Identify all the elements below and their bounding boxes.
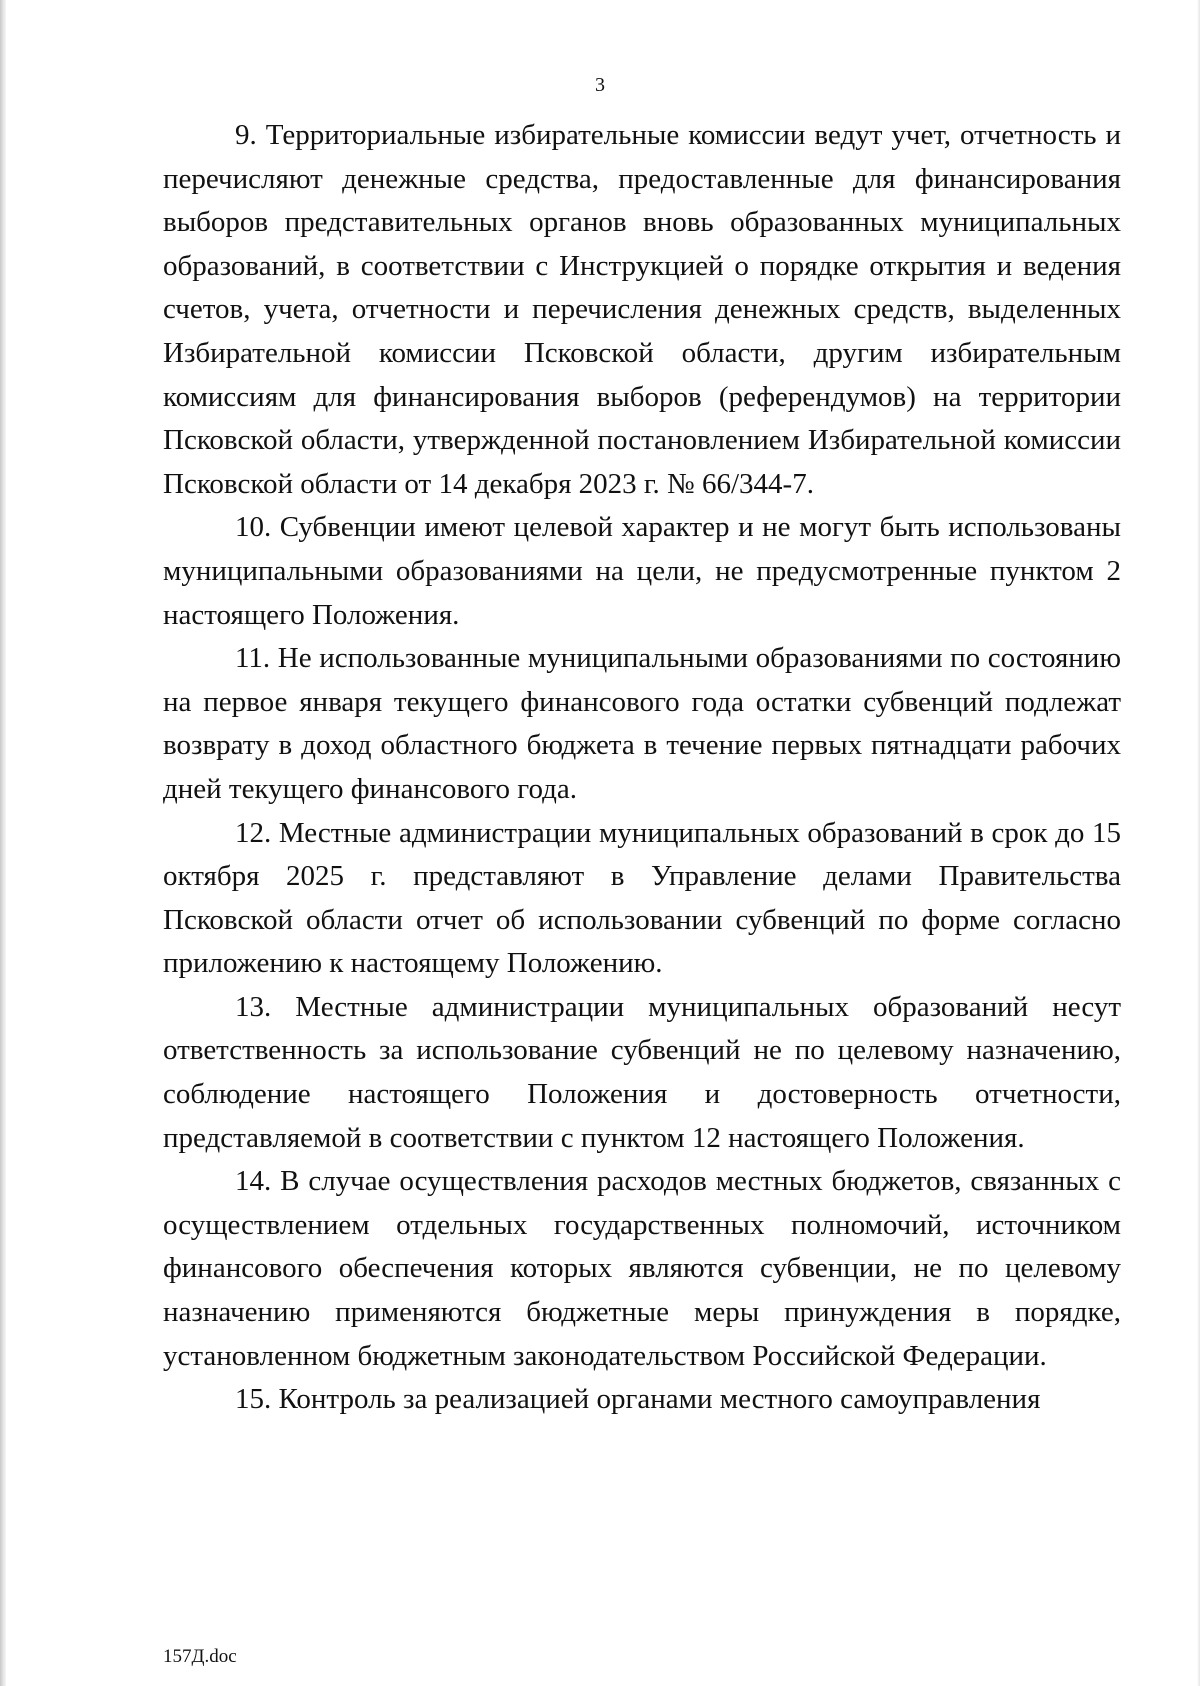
footer-file-name: 157Д.doc	[163, 1646, 237, 1667]
scan-edge-left	[0, 0, 6, 1686]
page-number: 3	[595, 74, 605, 96]
paragraph-13: 13. Местные администрации муниципальных образований несут ответственность за использование субвенций не по целевому назначению, соблюдение настоящего Положения и достоверность отчетности, представляемой в соответствии с пунктом 12 настоящего Положения.	[163, 990, 1121, 1154]
document-body	[163, 114, 1121, 1422]
paragraph-15: 15. Контроль за реализацией органами местного самоуправления	[235, 1383, 1041, 1416]
paragraph-11: 11. Не использованные муниципальными образованиями по состоянию на первое января текущего финансового года остатки субвенций подлежат возврату в доход областного бюджета в течение первых пятнадцати рабочих дней текущего финансового года.	[163, 642, 1121, 805]
paragraph-12: 12. Местные администрации муниципальных образований в срок до 15 октября 2025 г. представляют в Управление делами Правительства Псковской области отчет об использовании субвенций по форме согласно приложению к настоящему Положению.	[163, 816, 1121, 980]
paragraph-9: 9. Территориальные избирательные комиссии ведут учет, отчетность и перечисляют денежные средства, предоставленные для финансирования выборов представительных органов вновь образованных муниципальных образований, в соответствии с Инструкцией о порядке открытия и ведения счетов, учета, отчетности и перечисления денежных средств, выделенных Избирательной комиссии Псковской области, другим избирательным комиссиям для финансирования выборов (референдумов) на территории Псковской области, утвержденной постановлением Избирательной комиссии Псковской области от 14 декабря 2023 г. № 66/344-7.	[163, 119, 1121, 500]
paragraph-14: 14. В случае осуществления расходов местных бюджетов, связанных с осуществлением отдельных государственных полномочий, источником финансового обеспечения которых являются субвенции, не по целевому назначению применяются бюджетные меры принуждения в порядке, установленном бюджетным законодательством Российской Федерации.	[163, 1165, 1121, 1372]
paragraph-10: 10. Субвенции имеют целевой характер и не могут быть использованы муниципальными образованиями на цели, не предусмотренные пунктом 2 настоящего Положения.	[163, 511, 1121, 631]
